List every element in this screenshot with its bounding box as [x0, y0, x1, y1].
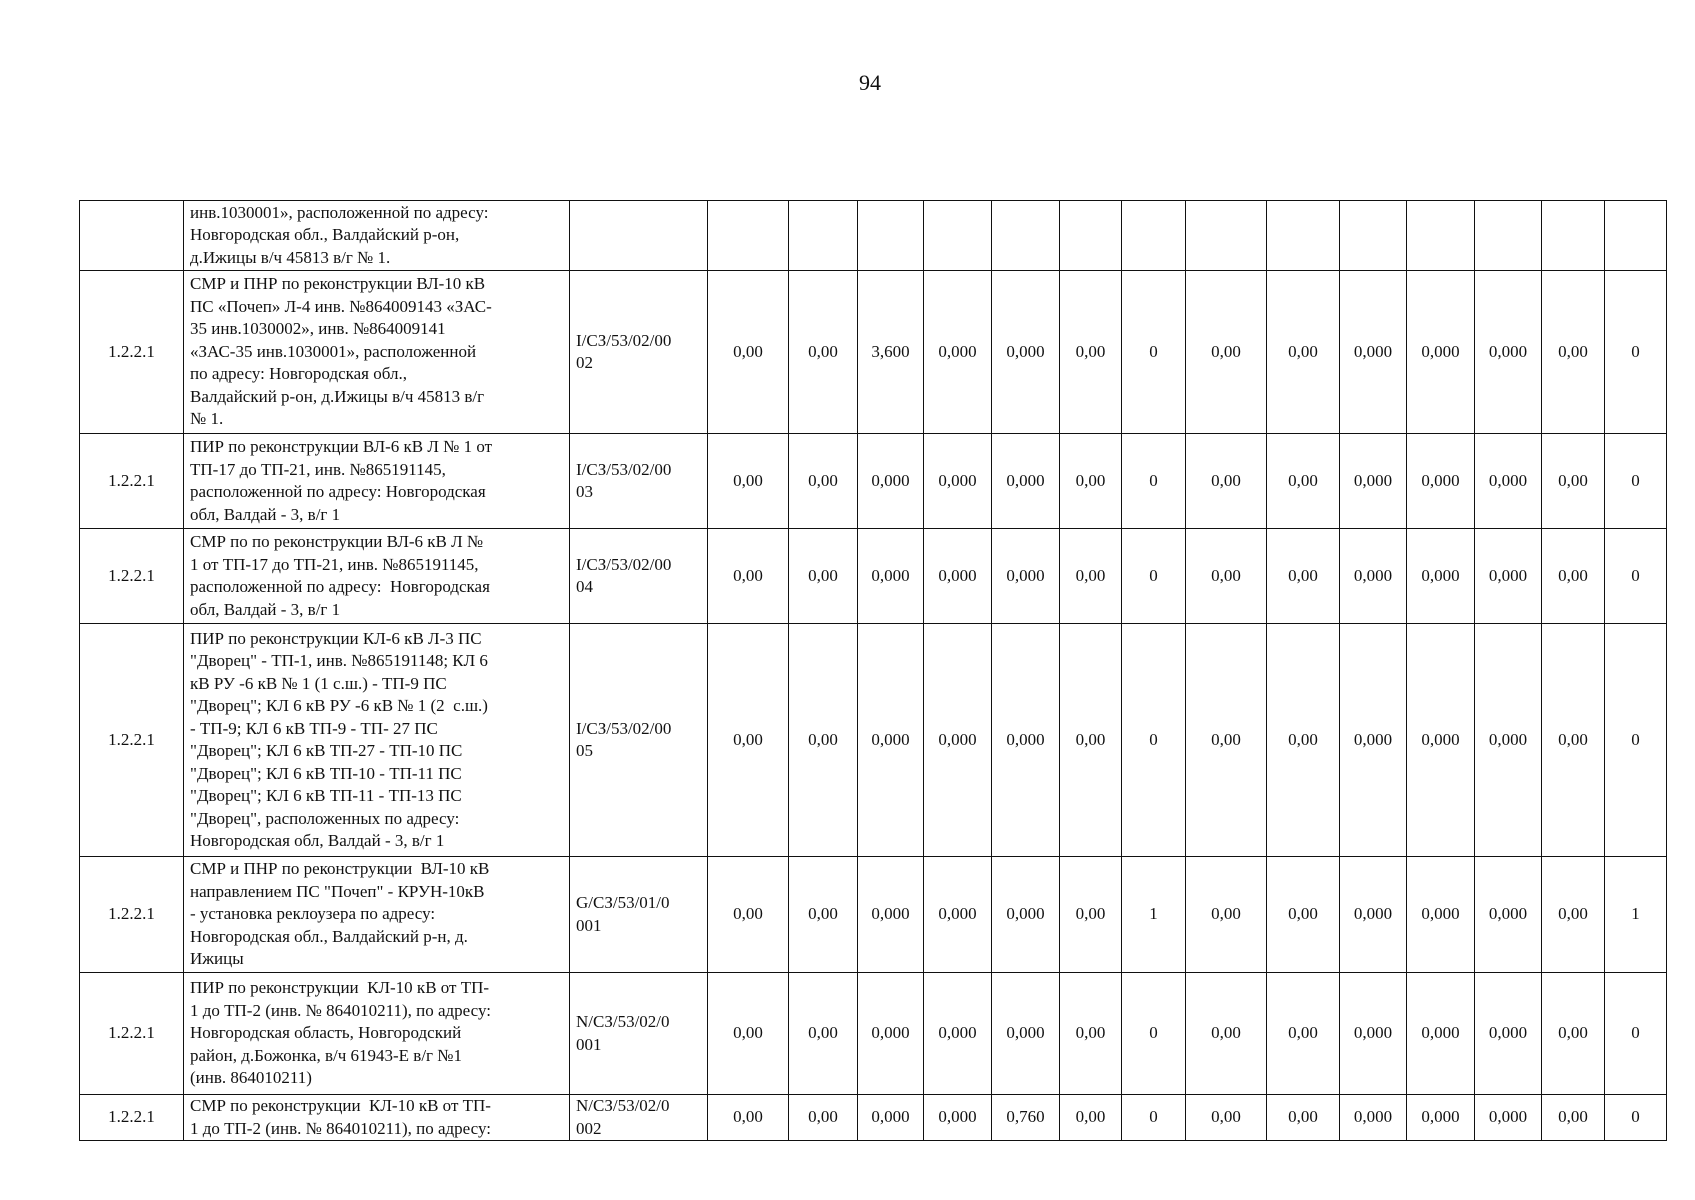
value-cell: 0,00 — [789, 624, 858, 857]
description-line: ПИР по реконструкции КЛ-6 кВ Л-3 ПС — [190, 628, 482, 648]
value-cell: 0,000 — [858, 1095, 924, 1141]
value-cell: 0 — [1122, 973, 1186, 1095]
value-cell: 0,00 — [1542, 857, 1605, 973]
description-line: 1 до ТП-2 (инв. № 864010211), по адресу: — [190, 1118, 491, 1138]
value-cell: 0,000 — [1407, 434, 1475, 529]
value-cell: 0,000 — [1475, 857, 1542, 973]
row-number-cell: 1.2.2.1 — [80, 973, 184, 1095]
value-cell: 0,000 — [1340, 529, 1407, 624]
row-number-cell: 1.2.2.1 — [80, 529, 184, 624]
description-line: обл, Валдай - 3, в/г 1 — [190, 599, 341, 619]
value-cell — [1122, 201, 1186, 271]
value-cell: 0,000 — [1340, 271, 1407, 434]
description-line: Новгородская обл, Валдай - 3, в/г 1 — [190, 831, 445, 850]
value-cell: 0,00 — [1267, 973, 1340, 1095]
value-cell: 0,00 — [1060, 529, 1122, 624]
value-cell: 0,000 — [1475, 1095, 1542, 1141]
value-cell — [992, 201, 1060, 271]
page-number: 94 — [859, 70, 881, 95]
project-code-line: 05 — [576, 741, 593, 760]
project-code-line: 002 — [576, 1118, 602, 1138]
value-cell: 0,00 — [708, 973, 789, 1095]
value-cell — [924, 201, 992, 271]
value-cell: 0,00 — [708, 1095, 789, 1141]
value-cell: 0,000 — [1340, 973, 1407, 1095]
description-line: «ЗАС-35 инв.1030001», расположенной — [190, 341, 477, 361]
value-cell: 0,000 — [924, 434, 992, 529]
description-cell — [184, 857, 570, 973]
value-cell: 0,00 — [1060, 624, 1122, 857]
description-cell — [184, 201, 570, 271]
value-cell — [1542, 201, 1605, 271]
value-cell: 0,00 — [1542, 434, 1605, 529]
description-line: обл, Валдай - 3, в/г 1 — [190, 504, 341, 524]
value-cell: 0,000 — [924, 973, 992, 1095]
value-cell: 0,00 — [789, 529, 858, 624]
value-cell — [1340, 201, 1407, 271]
description-cell — [184, 271, 570, 434]
value-cell — [858, 201, 924, 271]
value-cell: 3,600 — [858, 271, 924, 434]
description-line: район, д.Божонка, в/ч 61943-Е в/г №1 — [190, 1045, 462, 1065]
description-line: СМР и ПНР по реконструкции ВЛ-10 кВ — [190, 859, 490, 879]
value-cell: 0 — [1122, 271, 1186, 434]
project-code-line: 02 — [576, 353, 593, 372]
value-cell: 0,000 — [924, 529, 992, 624]
value-cell: 0,000 — [1407, 271, 1475, 434]
value-cell: 0,00 — [1542, 271, 1605, 434]
value-cell: 0,00 — [1267, 857, 1340, 973]
value-cell — [1605, 201, 1667, 271]
value-cell: 0,00 — [1542, 624, 1605, 857]
description-line: по адресу: Новгородская обл., — [190, 364, 407, 384]
value-cell: 0,000 — [1475, 973, 1542, 1095]
value-cell: 0,000 — [1475, 624, 1542, 857]
description-line: Новгородская область, Новгородский — [190, 1023, 462, 1043]
value-cell: 0,00 — [1267, 271, 1340, 434]
value-cell: 0 — [1122, 434, 1186, 529]
value-cell: 0,00 — [1542, 973, 1605, 1095]
value-cell: 0,00 — [1186, 529, 1267, 624]
table-row — [80, 271, 1667, 434]
value-cell: 0,000 — [924, 271, 992, 434]
value-cell: 0,00 — [1267, 1095, 1340, 1141]
value-cell: 0 — [1122, 529, 1186, 624]
table-row — [80, 201, 1667, 271]
description-line: расположенной по адресу: Новгородская — [190, 577, 490, 596]
value-cell: 0,000 — [992, 973, 1060, 1095]
description-cell — [184, 973, 570, 1095]
value-cell: 1 — [1122, 857, 1186, 973]
value-cell: 0 — [1605, 271, 1667, 434]
project-code-line: 001 — [576, 915, 602, 935]
value-cell: 0,000 — [924, 624, 992, 857]
value-cell: 0,00 — [1542, 1095, 1605, 1141]
value-cell: 0,000 — [1475, 434, 1542, 529]
value-cell: 0,000 — [1340, 434, 1407, 529]
project-code-line: I/СЗ/53/02/00 — [576, 459, 672, 479]
project-code-line: N/СЗ/53/02/0 — [576, 1012, 670, 1031]
project-code-line: 04 — [576, 577, 593, 596]
description-line: Новгородская обл., Валдайский р-он, — [190, 225, 460, 245]
value-cell: 0,00 — [1267, 529, 1340, 624]
description-line: ПИР по реконструкции ВЛ-6 кВ Л № 1 от — [190, 437, 493, 456]
value-cell — [1186, 201, 1267, 271]
description-line: 1 до ТП-2 (инв. № 864010211), по адресу: — [190, 1000, 491, 1020]
value-cell: 0 — [1605, 1095, 1667, 1141]
table-row — [80, 973, 1667, 1095]
description-line: "Дворец"; КЛ 6 кВ ТП-27 - ТП-10 ПС — [190, 741, 463, 760]
value-cell: 0,000 — [1475, 529, 1542, 624]
project-code-cell — [570, 271, 708, 434]
table-row — [80, 1095, 1667, 1141]
value-cell: 0,000 — [992, 857, 1060, 973]
value-cell: 0,00 — [789, 434, 858, 529]
description-line: кВ РУ -6 кВ № 1 (1 с.ш.) - ТП-9 ПС — [190, 673, 447, 693]
value-cell: 0,000 — [858, 624, 924, 857]
value-cell: 0,00 — [1267, 624, 1340, 857]
project-code-cell — [570, 201, 708, 271]
value-cell — [1060, 201, 1122, 271]
value-cell: 0,000 — [858, 973, 924, 1095]
value-cell: 0,000 — [1407, 529, 1475, 624]
project-code-cell — [570, 624, 708, 857]
value-cell: 0,00 — [1186, 1095, 1267, 1141]
description-line: Ижицы — [190, 949, 244, 969]
row-number-cell: 1.2.2.1 — [80, 1095, 184, 1141]
description-line: "Дворец", расположенных по адресу: — [190, 808, 460, 828]
description-line: № 1. — [190, 409, 224, 429]
value-cell: 0,000 — [1475, 271, 1542, 434]
project-code-line: I/СЗ/53/02/00 — [576, 330, 672, 350]
value-cell: 0,000 — [924, 857, 992, 973]
value-cell: 0,000 — [992, 624, 1060, 857]
value-cell: 0,00 — [1060, 1095, 1122, 1141]
value-cell: 0,760 — [992, 1095, 1060, 1141]
value-cell: 0,000 — [992, 434, 1060, 529]
description-line: 1 от ТП-17 до ТП-21, инв. №865191145, — [190, 554, 479, 574]
value-cell: 0,000 — [924, 1095, 992, 1141]
value-cell — [1407, 201, 1475, 271]
value-cell: 0,00 — [789, 1095, 858, 1141]
value-cell: 0,00 — [1186, 857, 1267, 973]
value-cell: 0 — [1605, 529, 1667, 624]
description-line: Новгородская обл., Валдайский р-н, д. — [190, 926, 468, 946]
value-cell: 0,000 — [858, 434, 924, 529]
row-number-cell: 1.2.2.1 — [80, 857, 184, 973]
description-cell — [184, 1095, 570, 1141]
project-code-cell — [570, 529, 708, 624]
value-cell: 0,00 — [789, 973, 858, 1095]
description-line: ПС «Почеп» Л-4 инв. №864009143 «ЗАС- — [190, 296, 492, 316]
value-cell: 0,00 — [1186, 973, 1267, 1095]
description-cell — [184, 624, 570, 857]
value-cell — [708, 201, 789, 271]
project-code-line: I/СЗ/53/02/00 — [576, 554, 672, 574]
description-cell — [184, 434, 570, 529]
description-cell — [184, 529, 570, 624]
description-line: - ТП-9; КЛ 6 кВ ТП-9 - ТП- 27 ПС — [190, 718, 438, 738]
table-row — [80, 857, 1667, 973]
description-line: "Дворец"; КЛ 6 кВ ТП-10 - ТП-11 ПС — [190, 763, 462, 783]
value-cell: 0 — [1122, 1095, 1186, 1141]
value-cell: 0,000 — [858, 529, 924, 624]
value-cell: 0,00 — [1060, 271, 1122, 434]
project-code-line: 03 — [576, 482, 593, 501]
project-code-cell — [570, 434, 708, 529]
description-line: "Дворец"; КЛ 6 кВ ТП-11 - ТП-13 ПС — [190, 786, 462, 805]
table-row — [80, 529, 1667, 624]
row-number-cell: 1.2.2.1 — [80, 271, 184, 434]
table-row — [80, 434, 1667, 529]
value-cell — [789, 201, 858, 271]
value-cell: 0,000 — [992, 529, 1060, 624]
value-cell: 0,00 — [1060, 434, 1122, 529]
value-cell: 0 — [1605, 973, 1667, 1095]
value-cell: 0,00 — [1060, 857, 1122, 973]
value-cell: 0,000 — [858, 857, 924, 973]
value-cell: 0,000 — [992, 271, 1060, 434]
table-row — [80, 624, 1667, 857]
description-line: "Дворец"; КЛ 6 кВ РУ -6 кВ № 1 (2 с.ш.) — [190, 696, 488, 715]
value-cell: 0,000 — [1340, 624, 1407, 857]
project-code-cell — [570, 857, 708, 973]
value-cell: 0,00 — [1267, 434, 1340, 529]
description-line: ПИР по реконструкции КЛ-10 кВ от ТП- — [190, 978, 490, 998]
row-number-cell — [80, 201, 184, 271]
value-cell: 0,000 — [1407, 1095, 1475, 1141]
value-cell: 0,00 — [1186, 271, 1267, 434]
value-cell: 0,00 — [708, 857, 789, 973]
project-code-line: N/СЗ/53/02/0 — [576, 1096, 670, 1115]
value-cell: 0,00 — [789, 271, 858, 434]
project-code-line: I/СЗ/53/02/00 — [576, 718, 672, 738]
description-line: ТП-17 до ТП-21, инв. №865191145, — [190, 459, 446, 479]
value-cell — [1475, 201, 1542, 271]
value-cell: 0,00 — [708, 529, 789, 624]
value-cell: 0,000 — [1340, 1095, 1407, 1141]
project-code-line: G/СЗ/53/01/0 — [576, 893, 670, 912]
value-cell: 0,000 — [1407, 973, 1475, 1095]
description-line: (инв. 864010211) — [190, 1068, 312, 1088]
description-line: - установка реклоузера по адресу: — [190, 904, 436, 924]
value-cell: 0 — [1122, 624, 1186, 857]
value-cell: 0,000 — [1340, 857, 1407, 973]
value-cell: 0,00 — [708, 271, 789, 434]
value-cell: 0,00 — [1186, 624, 1267, 857]
value-cell: 1 — [1605, 857, 1667, 973]
description-line: СМР по реконструкции КЛ-10 кВ от ТП- — [190, 1096, 491, 1115]
value-cell: 0,000 — [1407, 857, 1475, 973]
value-cell: 0,00 — [708, 434, 789, 529]
description-line: "Дворец" - ТП-1, инв. №865191148; КЛ 6 — [190, 651, 488, 670]
value-cell: 0,000 — [1407, 624, 1475, 857]
project-code-line: 001 — [576, 1034, 602, 1054]
project-code-cell — [570, 1095, 708, 1141]
value-cell: 0,00 — [1186, 434, 1267, 529]
value-cell: 0,00 — [708, 624, 789, 857]
project-code-cell — [570, 973, 708, 1095]
description-line: СМР и ПНР по реконструкции ВЛ-10 кВ — [190, 274, 486, 294]
row-number-cell: 1.2.2.1 — [80, 434, 184, 529]
description-line: инв.1030001», расположенной по адресу: — [190, 202, 489, 222]
description-line: СМР по по реконструкции ВЛ-6 кВ Л № — [190, 532, 484, 551]
value-cell: 0 — [1605, 434, 1667, 529]
value-cell — [1267, 201, 1340, 271]
row-number-cell: 1.2.2.1 — [80, 624, 184, 857]
description-line: Валдайский р-он, д.Ижицы в/ч 45813 в/г — [190, 386, 485, 406]
value-cell: 0,00 — [1060, 973, 1122, 1095]
description-line: расположенной по адресу: Новгородская — [190, 482, 486, 501]
investment-table — [79, 200, 1667, 1141]
description-line: 35 инв.1030002», инв. №864009141 — [190, 319, 446, 339]
description-line: направлением ПС "Почеп" - КРУН-10кВ — [190, 881, 485, 901]
description-line: д.Ижицы в/ч 45813 в/г № 1. — [190, 247, 391, 267]
value-cell: 0 — [1605, 624, 1667, 857]
value-cell: 0,00 — [1542, 529, 1605, 624]
value-cell: 0,00 — [789, 857, 858, 973]
